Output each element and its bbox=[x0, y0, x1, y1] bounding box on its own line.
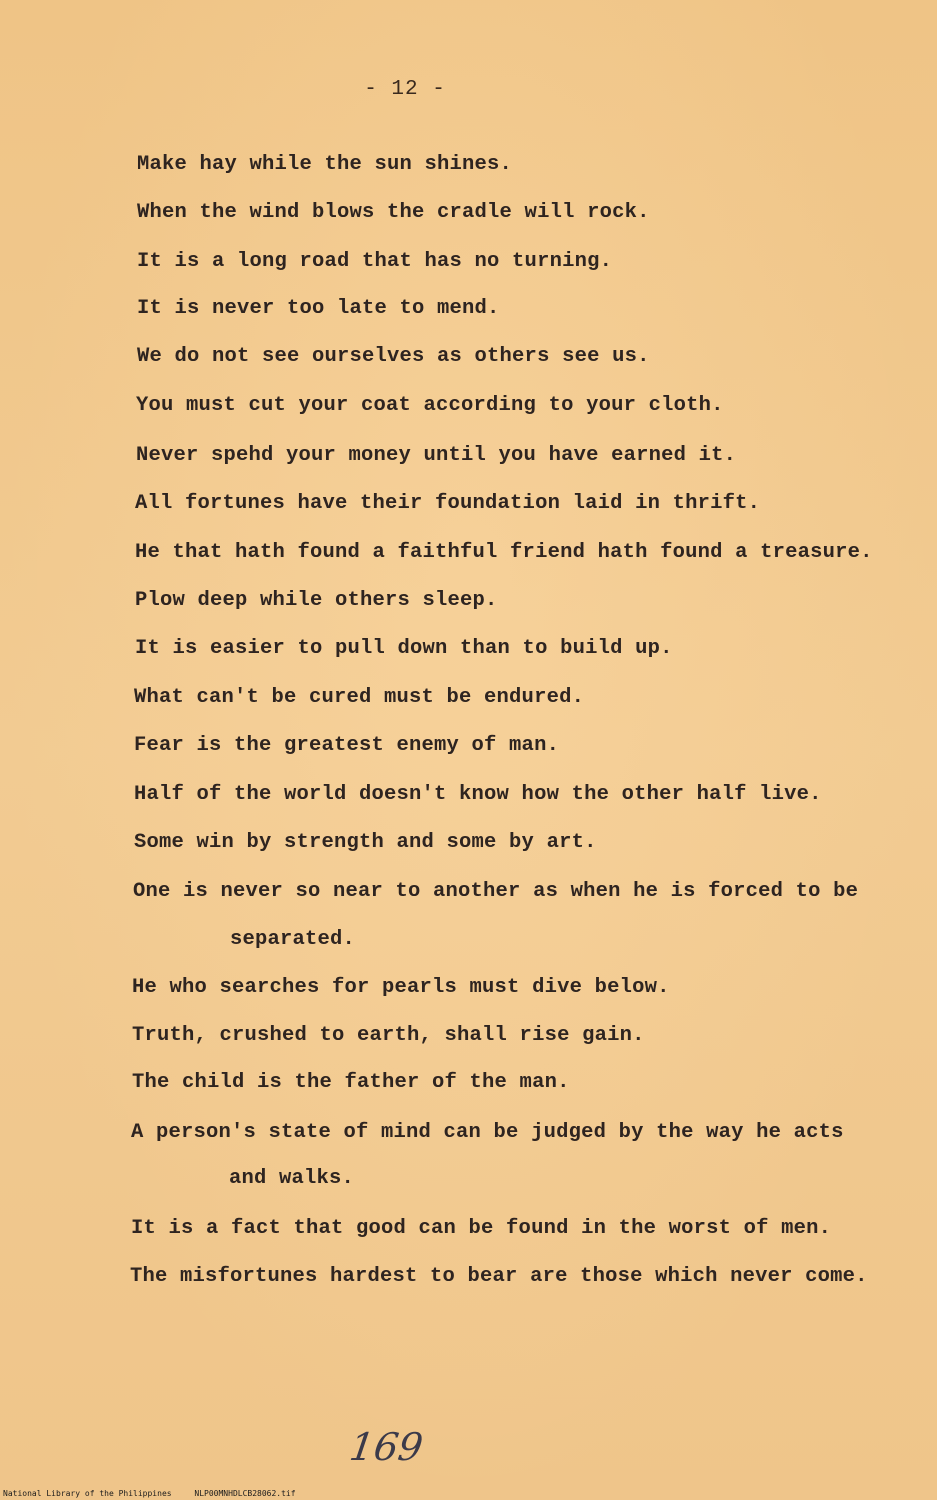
proverb-line: It is a long road that has no turning. bbox=[137, 250, 613, 273]
proverb-line: Half of the world doesn't know how the other half live. bbox=[134, 783, 822, 806]
proverb-line: We do not see ourselves as others see us. bbox=[137, 345, 650, 368]
handwritten-folio-number: 169 bbox=[346, 1425, 426, 1469]
proverb-line: He that hath found a faithful friend hath found a treasure. bbox=[135, 541, 873, 564]
proverb-line: It is never too late to mend. bbox=[137, 297, 500, 320]
proverb-line: Make hay while the sun shines. bbox=[137, 153, 513, 176]
proverb-line: Plow deep while others sleep. bbox=[135, 589, 498, 612]
proverb-line: It is easier to pull down than to build up. bbox=[135, 637, 673, 660]
proverb-line: All fortunes have their foundation laid in thrift. bbox=[135, 492, 761, 515]
proverb-line: Truth, crushed to earth, shall rise gain. bbox=[132, 1024, 645, 1047]
proverb-line: He who searches for pearls must dive below. bbox=[132, 976, 670, 999]
proverb-line: When the wind blows the cradle will rock. bbox=[137, 201, 650, 224]
proverb-line: Never spehd your money until you have earned it. bbox=[136, 444, 737, 467]
proverb-line: Fear is the greatest enemy of man. bbox=[134, 734, 560, 757]
proverb-line-continuation: separated. bbox=[230, 928, 356, 951]
page-number: - 12 - bbox=[364, 78, 446, 101]
proverb-line-continuation: and walks. bbox=[229, 1167, 355, 1190]
proverb-line: A person's state of mind can be judged by the way he acts bbox=[131, 1121, 844, 1144]
proverb-line: It is a fact that good can be found in the worst of men. bbox=[131, 1217, 832, 1240]
scan-filename: NLP00MNHDLCB28062.tif bbox=[194, 1489, 296, 1498]
library-name: National Library of the Philippines bbox=[3, 1489, 172, 1498]
proverb-line: The child is the father of the man. bbox=[132, 1071, 570, 1094]
proverb-line: You must cut your coat according to your cloth. bbox=[136, 394, 724, 417]
proverb-line: One is never so near to another as when he is forced to be bbox=[133, 880, 859, 903]
proverb-line: The misfortunes hardest to bear are those which never come. bbox=[130, 1265, 868, 1288]
proverb-line: Some win by strength and some by art. bbox=[134, 831, 597, 854]
scan-footer bbox=[3, 1489, 314, 1498]
proverb-line: What can't be cured must be endured. bbox=[134, 686, 585, 709]
